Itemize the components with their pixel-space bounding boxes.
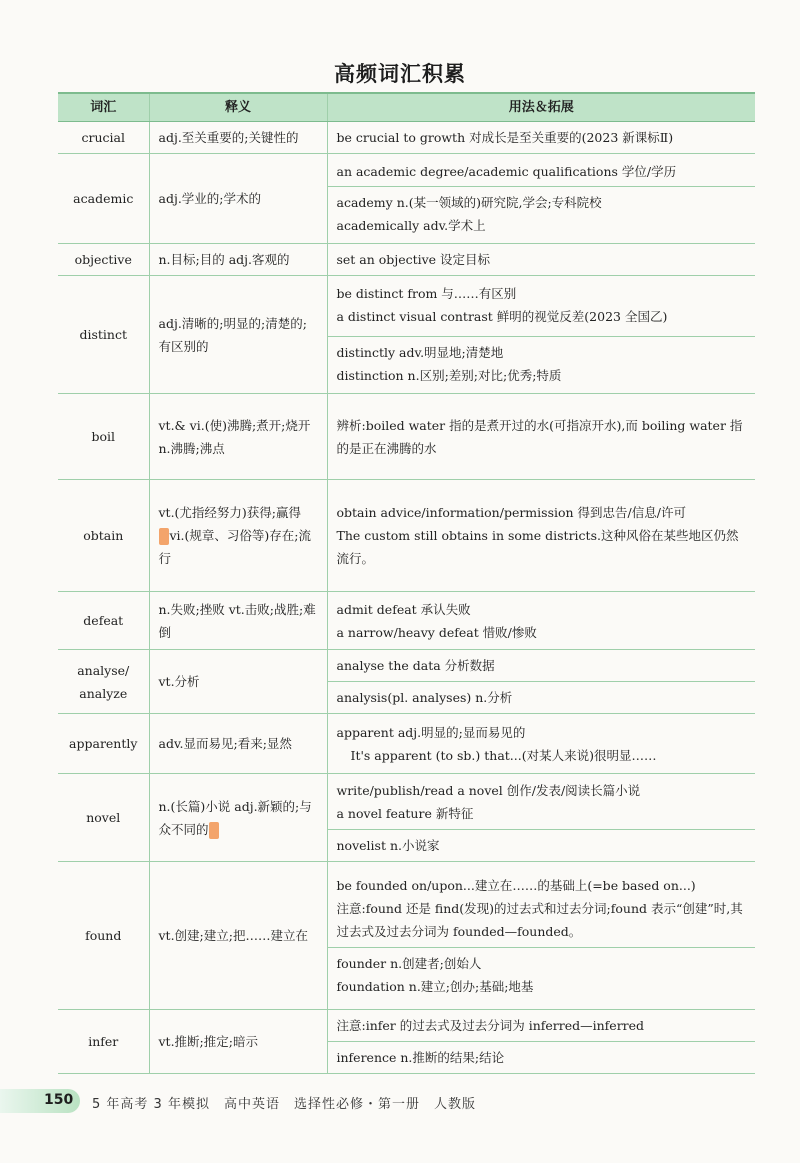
row-word: academic bbox=[58, 154, 149, 244]
usage-block bbox=[328, 410, 756, 464]
vocabulary-table bbox=[58, 92, 755, 1074]
usage-line: an academic degree/academic qualifications 学位/学历 bbox=[336, 164, 677, 179]
table-row bbox=[58, 244, 755, 276]
usage-block bbox=[328, 187, 756, 241]
table-row bbox=[58, 276, 755, 394]
meaning-line: adv.显而易见;看来;显然 bbox=[158, 736, 292, 751]
usage-block bbox=[328, 156, 756, 187]
usage-block bbox=[328, 830, 756, 861]
row-word: found bbox=[58, 862, 149, 1010]
meaning-line: vt.分析 bbox=[158, 674, 200, 689]
row-word: crucial bbox=[58, 122, 149, 154]
usage-line: be distinct from 与……有区别 bbox=[336, 286, 517, 301]
row-usage bbox=[327, 394, 755, 480]
row-usage bbox=[327, 862, 755, 1010]
row-usage bbox=[327, 650, 755, 714]
usage-line: analyse the data 分析数据 bbox=[336, 658, 495, 673]
row-word: objective bbox=[58, 244, 149, 276]
header-usage: 用法＆拓展 bbox=[327, 93, 755, 122]
row-word: distinct bbox=[58, 276, 149, 394]
usage-line: distinctly adv.明显地;清楚地 bbox=[336, 345, 504, 360]
row-meaning bbox=[149, 650, 327, 714]
row-word: novel bbox=[58, 774, 149, 862]
row-usage bbox=[327, 244, 755, 276]
usage-line: analysis(pl. analyses) n.分析 bbox=[336, 690, 513, 705]
table-row bbox=[58, 774, 755, 862]
usage-line: It's apparent (to sb.) that...(对某人来说)很明显…… bbox=[350, 747, 657, 763]
highlight-mark-icon bbox=[209, 822, 219, 839]
meaning-line: vt.创建;建立;把……建立在 bbox=[158, 928, 308, 943]
usage-line: 注意:infer 的过去式及过去分词为 inferred—inferred bbox=[336, 1018, 645, 1033]
meaning-line: n.目标;目的 adj.客观的 bbox=[158, 252, 290, 267]
usage-line: 辨析:boiled water 指的是煮开过的水(可指凉开水),而 boiling water 指的是正在沸腾的水 bbox=[336, 417, 743, 456]
meaning-line: vt.(尤指经努力)获得;赢得 bbox=[158, 505, 302, 520]
usage-block bbox=[328, 244, 756, 275]
meaning-line: vt.& vi.(使)沸腾;煮开;烧开 bbox=[158, 417, 311, 433]
row-word: analyse/ analyze bbox=[58, 650, 149, 714]
usage-line: a distinct visual contrast 鲜明的视觉反差(2023 全国乙) bbox=[336, 309, 668, 324]
usage-line: apparent adj.明显的;显而易见的 bbox=[336, 724, 526, 740]
page-title: 高频词汇积累 bbox=[334, 62, 466, 86]
usage-block bbox=[328, 122, 756, 153]
header-word: 词汇 bbox=[58, 93, 149, 122]
usage-block bbox=[328, 278, 756, 337]
row-meaning bbox=[149, 714, 327, 774]
usage-line: write/publish/read a novel 创作/发表/阅读长篇小说 bbox=[336, 782, 641, 798]
usage-line: 注意:found 还是 find(发现)的过去式和过去分词;found 表示“创建”时,其过去式及过去分词为 founded—founded。 bbox=[336, 900, 743, 939]
usage-line: academically adv.学术上 bbox=[336, 218, 486, 233]
meaning-line: vt.推断;推定;暗示 bbox=[158, 1034, 258, 1049]
row-meaning bbox=[149, 774, 327, 862]
header-meaning: 释义 bbox=[149, 93, 327, 122]
row-word: infer bbox=[58, 1010, 149, 1074]
row-usage bbox=[327, 122, 755, 154]
usage-line: set an objective 设定目标 bbox=[336, 252, 491, 267]
meaning-line: adj.清晰的;明显的;清楚的;有区别的 bbox=[158, 315, 307, 354]
highlight-mark-icon bbox=[159, 528, 169, 545]
meaning-text: n.(长篇)小说 adj.新颖的;与众不同的 bbox=[158, 798, 312, 837]
usage-block bbox=[328, 497, 756, 574]
meaning-line bbox=[159, 524, 319, 570]
book-title: 5 年高考 3 年模拟 高中英语 选择性必修・第一册 人教版 bbox=[92, 1097, 476, 1112]
table-row bbox=[58, 122, 755, 154]
row-meaning bbox=[149, 480, 327, 592]
usage-line: foundation n.建立;创办;基础;地基 bbox=[336, 978, 534, 994]
row-meaning bbox=[149, 394, 327, 480]
row-meaning bbox=[149, 862, 327, 1010]
row-meaning bbox=[149, 122, 327, 154]
usage-line: obtain advice/information/permission 得到忠告/信息/许可 bbox=[336, 505, 686, 520]
row-meaning bbox=[149, 244, 327, 276]
row-meaning bbox=[149, 276, 327, 394]
page-number: 150 bbox=[44, 1092, 74, 1108]
meaning-line: n.失败;挫败 vt.击败;战胜;难倒 bbox=[158, 601, 316, 640]
row-usage bbox=[327, 774, 755, 862]
row-usage bbox=[327, 714, 755, 774]
usage-line: academy n.(某一领域的)研究院,学会;专科院校 bbox=[336, 195, 602, 210]
table-header-row bbox=[58, 93, 755, 122]
table-row bbox=[58, 650, 755, 714]
table-row bbox=[58, 480, 755, 592]
row-usage bbox=[327, 154, 755, 244]
row-usage bbox=[327, 276, 755, 394]
usage-line: novelist n.小说家 bbox=[336, 837, 440, 853]
row-meaning bbox=[149, 1010, 327, 1074]
meaning-line bbox=[159, 795, 319, 841]
row-word: apparently bbox=[58, 714, 149, 774]
row-usage bbox=[327, 592, 755, 650]
usage-line: founder n.创建者;创始人 bbox=[336, 955, 482, 971]
meaning-line: n.沸腾;沸点 bbox=[158, 440, 225, 456]
usage-block bbox=[328, 337, 756, 391]
meaning-line: adj.至关重要的;关键性的 bbox=[158, 130, 299, 145]
row-word: obtain bbox=[58, 480, 149, 592]
page-footer bbox=[0, 1089, 800, 1113]
usage-block bbox=[328, 650, 756, 682]
usage-block bbox=[328, 1010, 756, 1042]
table-row bbox=[58, 592, 755, 650]
table-row bbox=[58, 154, 755, 244]
usage-line: The custom still obtains in some districts.这种风俗在某些地区仍然流行。 bbox=[336, 528, 739, 566]
usage-line: be founded on/upon...建立在……的基础上(=be based on...) bbox=[336, 877, 696, 893]
table-row bbox=[58, 714, 755, 774]
usage-block bbox=[328, 775, 756, 830]
usage-line: admit defeat 承认失败 bbox=[336, 601, 471, 617]
usage-line: distinction n.区别;差别;对比;优秀;特质 bbox=[336, 368, 562, 383]
meaning-text: vi.(规章、习俗等)存在;流行 bbox=[158, 528, 311, 566]
usage-line: a narrow/heavy defeat 惜败/惨败 bbox=[336, 624, 537, 640]
usage-block bbox=[328, 870, 756, 948]
table-row bbox=[58, 862, 755, 1010]
row-meaning bbox=[149, 592, 327, 650]
row-usage bbox=[327, 1010, 755, 1074]
row-word: defeat bbox=[58, 592, 149, 650]
meaning-line: adj.学业的;学术的 bbox=[158, 191, 262, 206]
table-row bbox=[58, 394, 755, 480]
usage-block bbox=[328, 948, 756, 1002]
table-row bbox=[58, 1010, 755, 1074]
usage-block bbox=[328, 682, 756, 713]
usage-block bbox=[328, 1042, 756, 1073]
row-word: boil bbox=[58, 394, 149, 480]
usage-block bbox=[328, 594, 756, 648]
row-meaning bbox=[149, 154, 327, 244]
row-usage bbox=[327, 480, 755, 592]
usage-line: be crucial to growth 对成长是至关重要的(2023 新课标Ⅱ) bbox=[336, 130, 674, 145]
usage-line: inference n.推断的结果;结论 bbox=[336, 1050, 505, 1065]
usage-line: a novel feature 新特征 bbox=[336, 805, 474, 821]
usage-block bbox=[328, 717, 756, 771]
